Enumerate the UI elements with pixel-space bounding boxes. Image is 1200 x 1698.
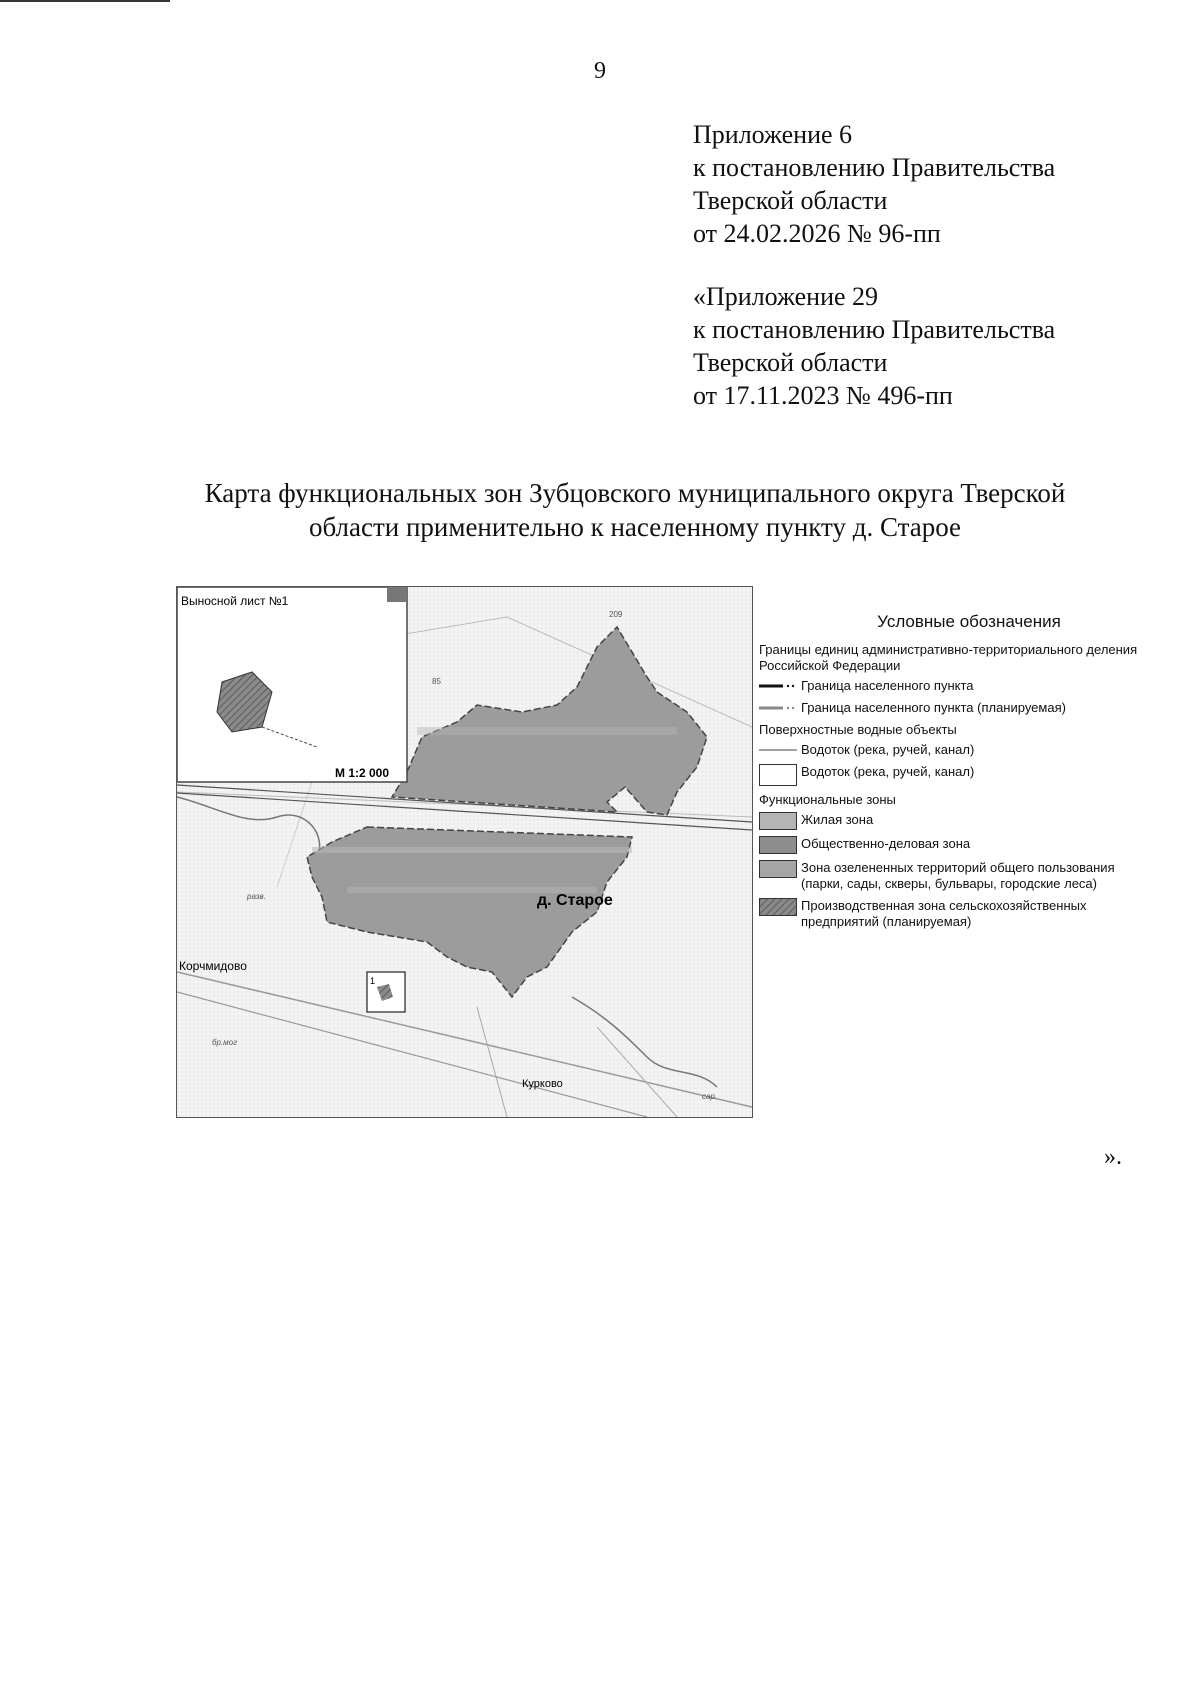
- legend-group-boundaries: Границы единиц административно-территориального деления Российской Федерации: [759, 642, 1138, 673]
- appendix-line: к постановлению Правительства: [693, 315, 1056, 344]
- legend-row-public: [759, 836, 1139, 854]
- map-legend: [759, 612, 1139, 936]
- legend-row-water-line: [759, 742, 1139, 758]
- legend-row-agri: [759, 898, 1139, 930]
- inset-title: Выносной лист №1: [181, 594, 289, 608]
- legend-row-boundary: [759, 678, 1139, 694]
- legend-row-water-area: [759, 764, 1139, 786]
- title-line-1: Карта функциональных зон Зубцовского муниципального округа Тверской: [204, 478, 1066, 508]
- closing-quote: ».: [1104, 1144, 1122, 1170]
- place-label-kurkovo: Курково: [522, 1078, 563, 1090]
- number-label-209: 209: [609, 610, 623, 619]
- agri-zone-swatch-icon: [759, 898, 797, 916]
- legend-label: Производственная зона сельскохозяйственных предприятий (планируемая): [801, 898, 1087, 929]
- legend-group-water: Поверхностные водные объекты: [759, 722, 957, 737]
- appendix-line: Тверской области: [693, 186, 888, 215]
- legend-label: Общественно-деловая зона: [801, 836, 971, 851]
- legend-label: Водоток (река, ручей, канал): [801, 764, 975, 779]
- appendix-line: «Приложение 29: [693, 282, 879, 311]
- appendix-line: от 17.11.2023 № 496-пп: [693, 381, 953, 410]
- zone-texture-band: [417, 727, 677, 735]
- appendix-line: Приложение 6: [693, 120, 853, 149]
- appendix-block-2: [693, 280, 1055, 412]
- place-label-korchmidovo: Корчмидово: [179, 959, 247, 973]
- legend-label: Граница населенного пункта (планируемая): [801, 700, 1066, 715]
- document-title: [150, 476, 1120, 544]
- planned-boundary-line-icon: [759, 700, 797, 716]
- appendix-line: Тверской области: [693, 348, 888, 377]
- residential-zone-swatch-icon: [759, 812, 797, 830]
- legend-group-zones: Функциональные зоны: [759, 792, 896, 807]
- legend-row-green: [759, 860, 1139, 892]
- legend-label: Зона озелененных территорий общего пользования (парки, сады, скверы, бульвары, городские леса): [801, 860, 1115, 891]
- inset-scale: М 1:2 000: [335, 766, 390, 780]
- appendix-line: от 24.02.2026 № 96-пп: [693, 219, 941, 248]
- legend-label: Водоток (река, ручей, канал): [801, 742, 975, 757]
- green-zone-swatch-icon: [759, 860, 797, 878]
- settlement-label: д. Старое: [537, 892, 613, 909]
- inset-corner-zone: [387, 587, 407, 602]
- number-label-85: 85: [432, 677, 441, 686]
- legend-title: Условные обозначения: [877, 612, 1061, 631]
- appendix-line: к постановлению Правительства: [693, 153, 1056, 182]
- place-label-brmog: бр.мог: [212, 1038, 238, 1047]
- legend-label: Граница населенного пункта: [801, 678, 974, 693]
- map-svg: [177, 587, 752, 1117]
- legend-label: Жилая зона: [801, 812, 874, 827]
- legend-row-residential: [759, 812, 1139, 830]
- inset-marker-label: 1: [370, 976, 376, 986]
- zone-map: [176, 586, 753, 1118]
- place-label-razv: разв.: [247, 892, 266, 901]
- title-line-2: области применительно к населенному пункту д. Старое: [308, 512, 962, 542]
- appendix-block-1: [693, 118, 1055, 250]
- legend-row-boundary-planned: [759, 700, 1139, 716]
- inset-panel: [177, 587, 407, 782]
- water-area-icon: [759, 764, 797, 786]
- zone-texture-band: [312, 847, 632, 853]
- place-label-sar: сар.: [702, 1092, 718, 1101]
- page-number: 9: [594, 58, 606, 84]
- public-zone-swatch-icon: [759, 836, 797, 854]
- water-line-icon: [759, 742, 797, 758]
- boundary-line-icon: [759, 678, 797, 694]
- scan-edge-mark: [0, 0, 170, 2]
